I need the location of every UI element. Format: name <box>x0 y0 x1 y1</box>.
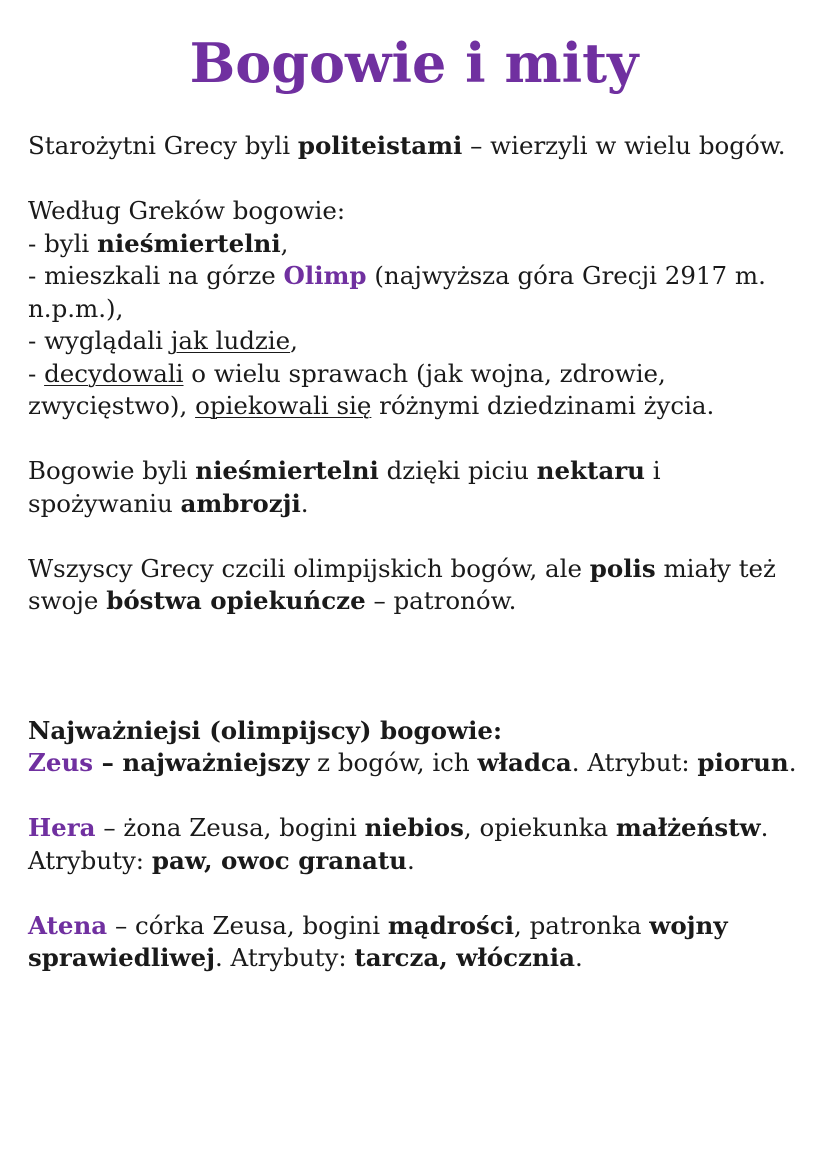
traits-intro: Według Greków bogowie: <box>28 196 346 225</box>
paragraph-patrons: Wszyscy Grecy czcili olimpijskich bogów, ale polis miały też swoje bóstwa opiekuńcze – patronów. <box>28 553 776 615</box>
god-name: Hera <box>28 813 96 842</box>
page-title: Bogowie i mity <box>189 31 639 95</box>
god-name: Atena <box>28 910 108 940</box>
god-entry-zeus: Zeus – najważniejszy z bogów, ich władca. Atrybut: piorun. <box>28 748 797 777</box>
trait-item: - wyglądali jak ludzie, <box>28 326 298 355</box>
paragraph-politeism: Starożytni Grecy byli politeistami – wierzyli w wielu bogów. <box>28 131 786 160</box>
olimp-highlight: Olimp <box>283 261 367 290</box>
paragraph-gods-traits <box>28 195 808 423</box>
document-body <box>28 130 808 975</box>
section-heading: Najważniejsi (olimpijscy) bogowie: <box>28 715 503 745</box>
trait-item: - decydowali o wielu sprawach (jak wojna, zdrowie, zwycięstwo), opiekowali się różnymi dziedzinami życia. <box>28 358 715 420</box>
trait-item: - mieszkali na górze Olimp (najwyższa góra Grecji 2917 m. n.p.m.), <box>28 261 766 323</box>
trait-item: - byli nieśmiertelni, <box>28 228 289 258</box>
section-olympian-gods <box>28 715 808 975</box>
god-entry-atena: Atena – córka Zeusa, bogini mądrości, patronka wojny sprawiedliwej. Atrybuty: tarcza, włócznia. <box>28 910 728 972</box>
god-name: Zeus <box>28 748 94 777</box>
god-entry-hera: Hera – żona Zeusa, bogini niebios, opiekunka małżeństw. Atrybuty: paw, owoc granatu. <box>28 813 769 875</box>
paragraph-immortality: Bogowie byli nieśmiertelni dzięki piciu nektaru i spożywaniu ambrozji. <box>28 456 661 518</box>
